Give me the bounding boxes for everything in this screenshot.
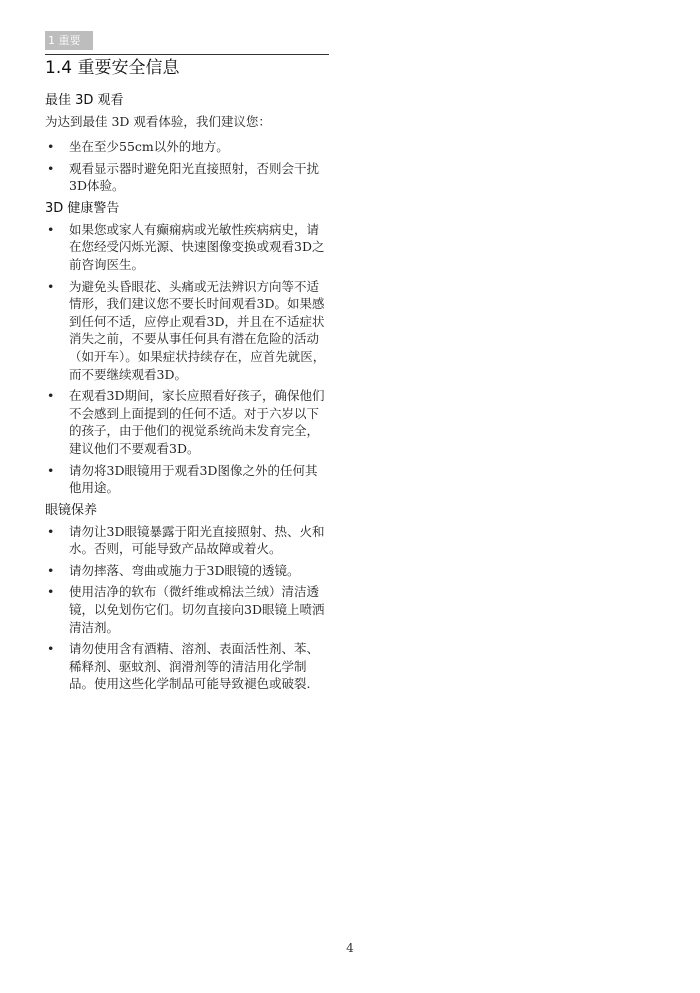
header-rule [45,54,329,55]
chapter-tab: 1 重要 [45,31,93,50]
list-item-text: 请勿让3D眼镜暴露于阳光直接照射、热、火和水。否则，可能导致产品故障或着火。 [69,523,325,557]
bullet-icon: • [47,584,55,600]
list-item [45,278,329,384]
list-item [45,562,329,580]
list-item [45,221,329,274]
glasses-care-list [45,523,329,693]
list-item-text: 如果您或家人有癫痫病或光敏性疾病病史，请在您经受闪烁光源、快速图像变换或观看3D之前咨询医生。 [69,221,325,272]
page-number: 4 [346,941,354,955]
section-title: 1.4 重要安全信息 [45,58,180,78]
list-item-text: 请勿摔落、弯曲或施力于3D眼镜的透镜。 [69,562,300,578]
list-item [45,138,329,156]
list-item [45,523,329,558]
bullet-icon: • [47,462,55,478]
list-item [45,462,329,497]
health-warning-heading: 3D 健康警告 [45,200,120,216]
list-item [45,160,329,195]
glasses-care-heading: 眼镜保养 [45,502,98,518]
list-item-text: 使用洁净的软布（微纤维或棉法兰绒）清洁透镜，以免划伤它们。切勿直接向3D眼镜上喷洒清洁剂。 [69,584,325,635]
bullet-icon: • [47,562,55,578]
list-item [45,583,329,636]
list-item-text: 坐在至少55cm以外的地方。 [69,139,229,154]
list-item-text: 在观看3D期间，家长应照看好孩子，确保他们不会感到上面提到的任何不适。对于六岁以下的孩子，由于他们的视觉系统尚未发育完全，建议他们不要观看3D。 [69,388,325,456]
best-3d-list [45,138,329,195]
bullet-icon: • [47,523,55,539]
health-warning-list [45,221,329,497]
bullet-icon: • [47,160,55,176]
list-item-text: 观看显示器时避免阳光直接照射，否则会干扰3D体验。 [69,160,320,194]
bullet-icon: • [47,641,55,657]
bullet-icon: • [47,221,55,237]
bullet-icon: • [47,388,55,404]
main-content [45,57,329,698]
list-item-text: 请勿将3D眼镜用于观看3D图像之外的任何其他用途。 [69,462,318,496]
list-item-text: 请勿使用含有酒精、溶剂、表面活性剂、苯、稀释剂、驱蚊剂、润滑剂等的清洁用化学制品。使用这些化学制品可能导致褪色或破裂. [69,641,320,692]
best-3d-heading: 最佳 3D 观看 [45,93,124,108]
list-item-text: 为避免头昏眼花、头痛或无法辨识方向等不适情形，我们建议您不要长时间观看3D。如果感到任何不适，应停止观看3D，并且在不适症状消失之前，不要从事任何具有潜在危险的活动（如开车）。如果症状持续存在，应首先就医，而不要继续观看3D。 [69,278,326,382]
bullet-icon: • [47,139,55,154]
list-item [45,640,329,693]
bullet-icon: • [47,278,55,294]
best-3d-intro: 为达到最佳 3D 观看体验，我们建议您： [45,114,271,129]
list-item [45,387,329,457]
